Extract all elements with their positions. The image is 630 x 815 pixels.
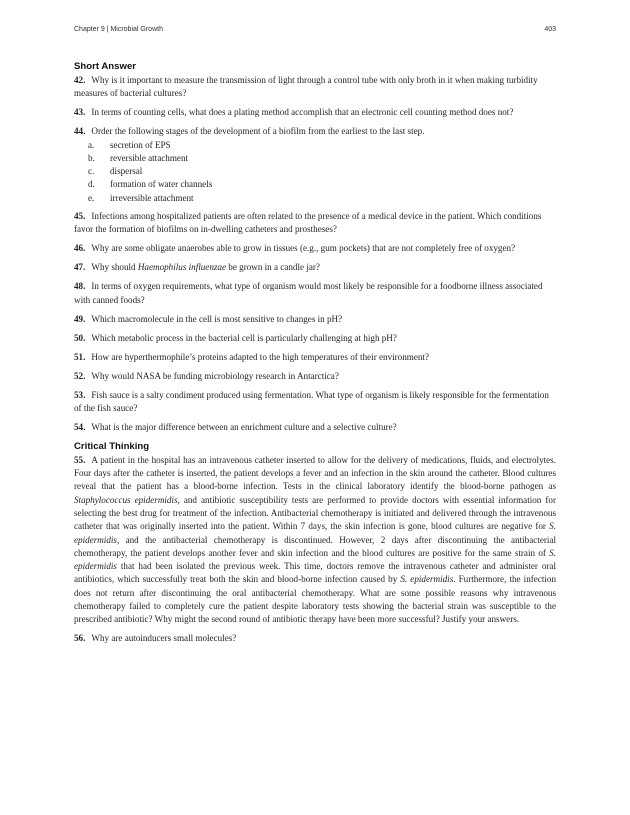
question-46 <box>74 242 556 255</box>
organism-name: S. epidermidis <box>74 521 556 545</box>
question-50 <box>74 332 556 345</box>
question-text: What is the major difference between an enrichment culture and a selective culture? <box>91 421 397 432</box>
question-text: Why would NASA be funding microbiology research in Antarctica? <box>91 370 339 381</box>
question-54 <box>74 421 556 434</box>
question-45 <box>74 210 556 237</box>
question-number: 52. <box>74 370 86 381</box>
organism-name: S. epidermidis <box>400 574 454 585</box>
question-number: 43. <box>74 107 86 118</box>
question-53 <box>74 389 556 416</box>
question-43 <box>74 106 556 119</box>
question-48 <box>74 280 556 307</box>
page-header <box>74 26 556 36</box>
question-44 <box>74 125 556 138</box>
question-number: 50. <box>74 332 86 343</box>
organism-name: S. epidermidis <box>74 547 556 572</box>
question-number: 54. <box>74 421 86 432</box>
question-text: Infections among hospitalized patients are often related to the presence of a medical device in the patient. Which conditions favor the formation of biofilms on in-dwelling catheters and prostheses? <box>74 211 542 235</box>
organism-name: Staphylococcus epidermidis <box>74 494 178 505</box>
question-text: In terms of oxygen requirements, what type of organism would most likely be responsible for a foodborne illness associated with canned foods? <box>74 281 543 305</box>
question-text: Which macromolecule in the cell is most sensitive to changes in pH? <box>91 313 343 324</box>
question-text: Which metabolic process in the bacterial cell is particularly challenging at high pH? <box>91 332 397 343</box>
question-text: Why are some obligate anaerobes able to grow in tissues (e.g., gum pockets) that are not completely free of oxygen? <box>91 243 516 254</box>
question-text: How are hyperthermophile’s proteins adapted to the high temperatures of their environment? <box>91 351 429 362</box>
question-number: 45. <box>74 211 86 222</box>
question-text: Fish sauce is a salty condiment produced using fermentation. What type of organism is likely responsible for the fermentation of the fish sauce? <box>74 389 549 413</box>
question-text: In terms of counting cells, what does a plating method accomplish that an electronic cell counting method does not? <box>91 107 514 118</box>
section-title-short-answer: Short Answer <box>74 61 137 72</box>
question-52 <box>74 370 556 383</box>
page-content <box>74 60 556 651</box>
question-56 <box>74 632 556 645</box>
question-number: 53. <box>74 389 86 400</box>
biofilm-stage-list <box>74 139 556 205</box>
question-number: 51. <box>74 351 86 362</box>
list-item: b. reversible attachment <box>88 152 189 163</box>
question-text: Why are autoinducers small molecules? <box>91 633 237 644</box>
question-number: 47. <box>74 262 86 273</box>
section-title-critical-thinking: Critical Thinking <box>74 440 150 452</box>
page-number: 403 <box>544 26 556 33</box>
question-number: 55. <box>74 454 86 465</box>
question-55: 55. A patient in the hospital has an intravenous catheter inserted to allow for the delivery of medications, fluids, and electrolytes. Four days after the catheter is inserted, the patient develops a fever and an infection in the skin around the catheter. Blood cultures reveal that the patient has a blood-borne infection. Tests in the clinical laboratory identify the blood-borne pathogen as Staphylococcus epidermidis, and antibiotic susceptibility tests are performed to provide doctors with essential information for selecting the best drug for treatment of the infection. Antibacterial chemotherapy is initiated and delivered through the intravenous catheter that was originally inserted into the patient. Within 7 days, the skin infection is gone, blood cultures are negative for S. epidermidis, and the antibacterial chemotherapy is discontinued. However, 2 days after discontinuing the antibacterial chemotherapy, the patient develops another fever and skin infection and the blood cultures are positive for the same strain of S. epidermidis that had been isolated the previous week. This time, doctors remove the intravenous catheter and administer oral antibiotics, which successfully treat both the skin and blood-borne infection caused by S. epidermidis. Furthermore, the infection does not return after discontinuing the oral antibacterial chemotherapy. What are some possible reasons why intravenous chemotherapy failed to completely cure the patient despite laboratory tests showing the bacterial strain was susceptible to the prescribed antibiotic? Why might the second round of antibiotic therapy have been more successful? Justify your answers. <box>74 454 556 625</box>
question-number: 42. <box>74 75 86 85</box>
question-47: 47. Why should Haemophilus influenzae be grown in a candle jar? <box>74 262 320 273</box>
list-item: d. formation of water channels <box>88 179 213 190</box>
question-number: 49. <box>74 313 86 324</box>
question-number: 48. <box>74 281 86 292</box>
question-number: 44. <box>74 126 86 137</box>
list-item: a. secretion of EPS <box>88 139 171 150</box>
question-49 <box>74 313 556 326</box>
question-text: Order the following stages of the development of a biofilm from the earliest to the last step. <box>91 126 425 137</box>
list-item: e. irreversible attachment <box>88 192 194 203</box>
question-number: 56. <box>74 633 86 644</box>
organism-name: Haemophilus influenzae <box>137 262 227 273</box>
question-text: Why is it important to measure the transmission of light through a control tube with only broth in it when making turbidity measures of bacterial cultures? <box>74 75 538 99</box>
question-42 <box>74 74 556 101</box>
chapter-title: Chapter 9 | Microbial Growth <box>74 26 163 33</box>
list-item: c. dispersal <box>88 166 143 177</box>
question-51 <box>74 351 556 364</box>
question-number: 46. <box>74 243 86 254</box>
